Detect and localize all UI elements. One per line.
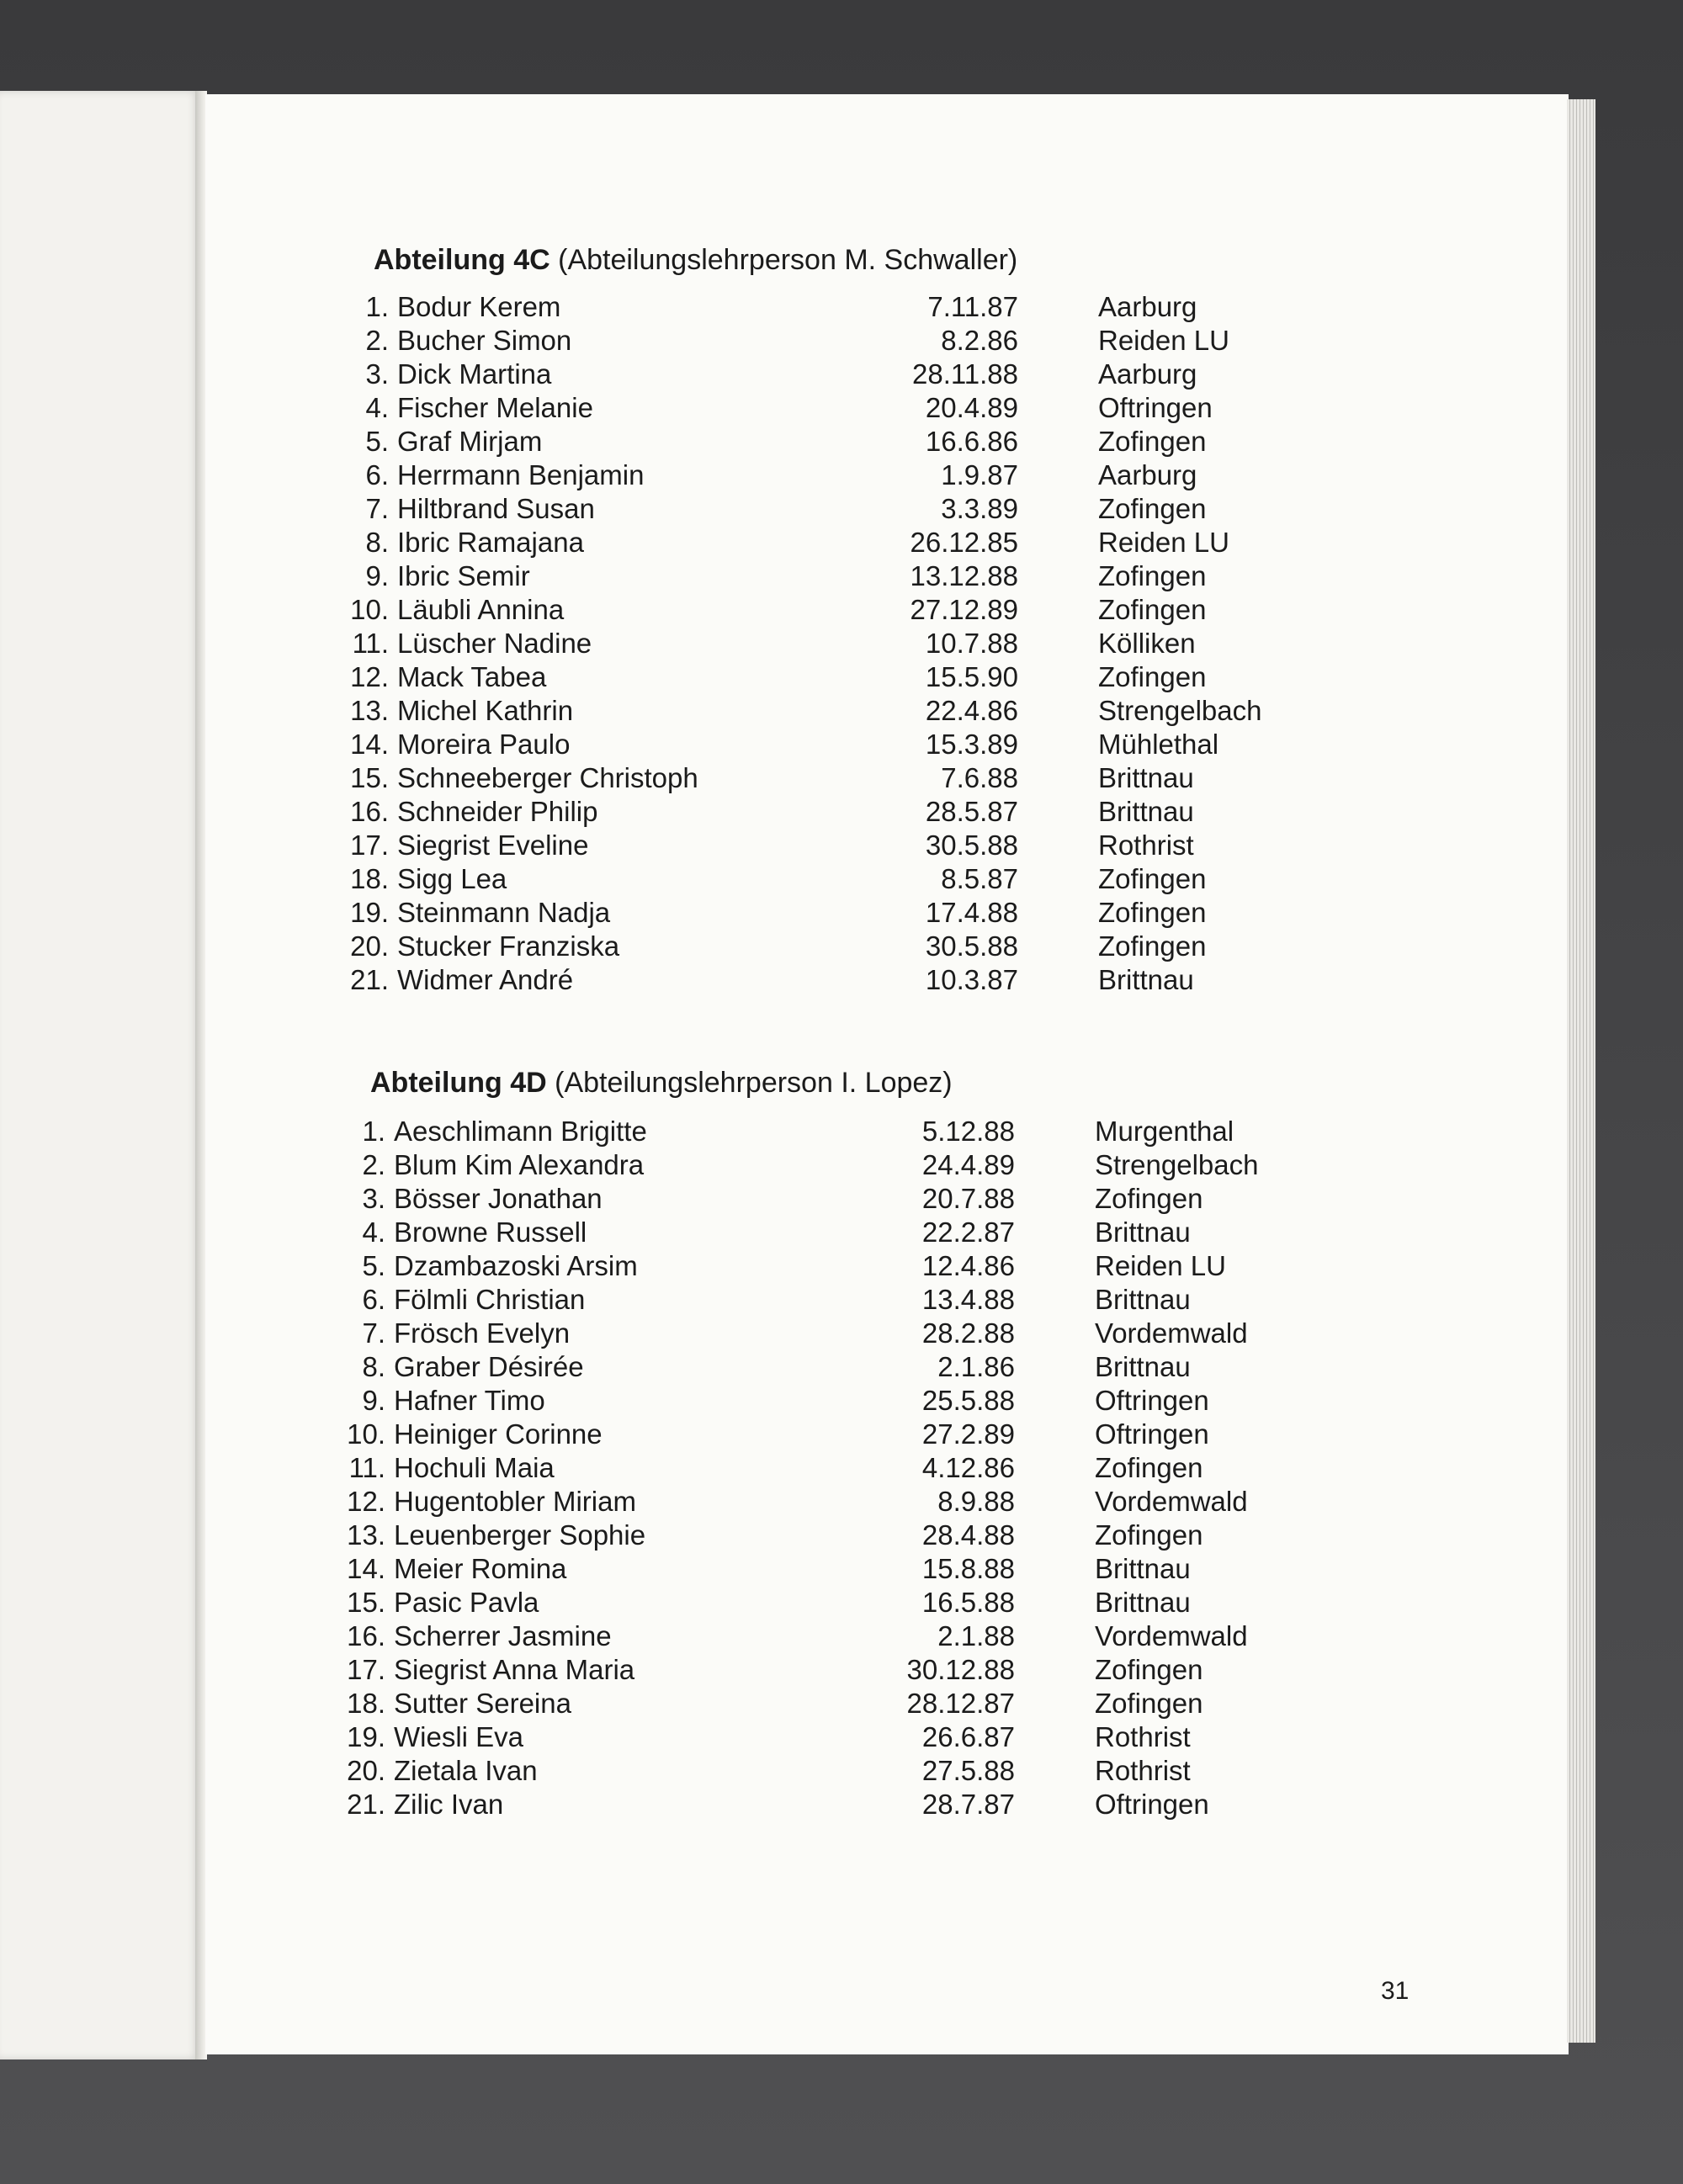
list-item [333,1452,1343,1486]
home-town: Brittnau [1095,1351,1191,1382]
student-name: Hafner Timo [394,1385,545,1416]
section-title-bold: Abteilung 4D [370,1067,547,1099]
birth-date: 13.12.88 [910,560,1018,591]
home-town: Zofingen [1095,1452,1203,1483]
section-title-4d [370,1067,953,1100]
entry-number: 2. [362,1149,385,1180]
home-town: Vordemwald [1095,1620,1248,1651]
home-town: Rothrist [1095,1755,1191,1786]
list-item [337,325,1346,358]
birth-date: 30.12.88 [906,1654,1015,1685]
student-name: Bodur Kerem [397,291,561,322]
birth-date: 13.4.88 [921,1284,1015,1315]
home-town: Kölliken [1098,628,1196,659]
entry-number: 14. [347,1553,385,1584]
list-item [333,1654,1343,1688]
entry-number: 6. [362,1284,385,1315]
student-name: Pasic Pavla [394,1587,539,1618]
list-item [337,729,1346,762]
student-name: Ibric Semir [397,560,530,591]
student-name: Lüscher Nadine [397,628,592,659]
student-name: Siegrist Eveline [397,830,589,861]
entry-number: 15. [350,762,389,793]
home-town: Brittnau [1095,1284,1191,1315]
list-item [333,1620,1343,1654]
home-town: Aarburg [1098,358,1197,390]
home-town: Zofingen [1098,426,1207,457]
birth-date: 28.11.88 [911,358,1018,390]
student-name: Hugentobler Miriam [394,1486,636,1517]
list-item [337,358,1346,392]
entry-number: 17. [350,830,389,861]
entry-number: 18. [347,1688,385,1719]
student-name: Graf Mirjam [397,426,543,457]
section-title-subtitle: (Abteilungslehrperson I. Lopez) [546,1067,953,1099]
list-item [333,1149,1343,1183]
birth-date: 30.5.88 [925,930,1018,962]
home-town: Strengelbach [1095,1149,1259,1180]
student-name: Heiniger Corinne [394,1418,603,1450]
list-item [337,560,1346,594]
list-item [337,594,1346,628]
entry-number: 19. [350,897,389,928]
list-item [333,1519,1343,1553]
entry-number: 11. [348,1452,385,1483]
entry-number: 8. [365,527,389,558]
birth-date: 22.2.87 [921,1217,1015,1248]
birth-date: 20.7.88 [921,1183,1015,1214]
page-number: 31 [1381,1977,1410,2005]
list-item [333,1250,1343,1284]
entry-number: 9. [365,560,389,591]
entry-number: 1. [362,1116,385,1147]
birth-date: 17.4.88 [925,897,1018,928]
entry-number: 7. [362,1317,385,1349]
list-item [333,1217,1343,1250]
home-town: Reiden LU [1098,527,1229,558]
list-item [333,1385,1343,1418]
student-name: Aeschlimann Brigitte [394,1116,647,1147]
entry-number: 18. [350,863,389,894]
student-name: Blum Kim Alexandra [394,1149,645,1180]
birth-date: 5.12.88 [921,1116,1015,1147]
birth-date: 7.6.88 [941,762,1018,793]
student-name: Moreira Paulo [397,729,571,760]
list-item [333,1486,1343,1519]
student-name: Schneider Philip [397,796,598,827]
home-town: Vordemwald [1095,1317,1248,1349]
home-town: Zofingen [1098,897,1207,928]
student-name: Sutter Sereina [394,1688,571,1719]
student-name: Browne Russell [394,1217,587,1248]
birth-date: 26.6.87 [921,1721,1015,1752]
birth-date: 15.5.90 [925,661,1018,692]
home-town: Brittnau [1095,1553,1191,1584]
entry-number: 10. [347,1418,385,1450]
list-item [333,1789,1343,1822]
home-town: Vordemwald [1095,1486,1248,1517]
entry-number: 1. [365,291,389,322]
list-item [333,1317,1343,1351]
birth-date: 20.4.89 [925,392,1018,423]
list-item [337,628,1346,661]
home-town: Rothrist [1095,1721,1191,1752]
home-town: Zofingen [1095,1688,1203,1719]
entry-number: 20. [347,1755,385,1786]
birth-date: 16.5.88 [921,1587,1015,1618]
birth-date: 8.9.88 [937,1486,1015,1517]
entry-number: 21. [347,1789,385,1820]
student-name: Fölmli Christian [394,1284,586,1315]
student-name: Ibric Ramajana [397,527,584,558]
student-name: Michel Kathrin [397,695,574,726]
student-name: Wiesli Eva [394,1721,524,1752]
entry-number: 8. [362,1351,385,1382]
list-item [337,796,1346,830]
student-name: Stucker Franziska [397,930,620,962]
home-town: Zofingen [1098,594,1207,625]
list-item [333,1351,1343,1385]
student-name: Hiltbrand Susan [397,493,595,524]
section-title-4c [374,244,1017,277]
entry-number: 2. [365,325,389,356]
section-title-bold: Abteilung 4C [374,244,550,276]
birth-date: 28.4.88 [921,1519,1015,1551]
student-name: Dick Martina [397,358,552,390]
list-item [337,863,1346,897]
list-item [337,930,1346,964]
list-item [337,459,1346,493]
list-item [337,762,1346,796]
list-item [337,695,1346,729]
entry-number: 19. [347,1721,385,1752]
birth-date: 22.4.86 [925,695,1018,726]
list-item [337,661,1346,695]
home-town: Rothrist [1098,830,1194,861]
home-town: Zofingen [1095,1183,1203,1214]
birth-date: 27.12.89 [910,594,1018,625]
student-name: Steinmann Nadja [397,897,611,928]
student-name: Bucher Simon [397,325,572,356]
birth-date: 28.7.87 [921,1789,1015,1820]
entry-number: 13. [347,1519,385,1551]
home-town: Brittnau [1098,796,1194,827]
birth-date: 1.9.87 [941,459,1018,490]
list-item [337,392,1346,426]
list-item [333,1553,1343,1587]
birth-date: 27.5.88 [921,1755,1015,1786]
student-name: Siegrist Anna Maria [394,1654,635,1685]
entry-number: 12. [347,1486,385,1517]
birth-date: 2.1.88 [937,1620,1015,1651]
birth-date: 10.3.87 [925,964,1018,995]
birth-date: 28.12.87 [906,1688,1015,1719]
student-name: Fischer Melanie [397,392,593,423]
list-item [333,1183,1343,1217]
birth-date: 25.5.88 [921,1385,1015,1416]
student-name: Mack Tabea [397,661,547,692]
list-item [333,1755,1343,1789]
birth-date: 27.2.89 [921,1418,1015,1450]
entry-number: 5. [362,1250,385,1281]
home-town: Reiden LU [1098,325,1229,356]
entry-number: 6. [365,459,389,490]
student-name: Zilic Ivan [394,1789,504,1820]
birth-date: 7.11.87 [927,291,1018,322]
student-name: Zietala Ivan [394,1755,538,1786]
birth-date: 10.7.88 [925,628,1018,659]
student-name: Meier Romina [394,1553,567,1584]
entry-number: 16. [350,796,389,827]
home-town: Zofingen [1098,863,1207,894]
list-item [337,426,1346,459]
home-town: Brittnau [1095,1217,1191,1248]
entry-number: 15. [347,1587,385,1618]
student-name: Dzambazoski Arsim [394,1250,638,1281]
home-town: Zofingen [1095,1654,1203,1685]
home-town: Zofingen [1098,661,1207,692]
list-item [337,527,1346,560]
home-town: Brittnau [1095,1587,1191,1618]
student-name: Sigg Lea [397,863,507,894]
list-item [333,1587,1343,1620]
student-name: Scherrer Jasmine [394,1620,612,1651]
birth-date: 4.12.86 [921,1452,1015,1483]
home-town: Brittnau [1098,762,1194,793]
birth-date: 15.8.88 [921,1553,1015,1584]
home-town: Mühlethal [1098,729,1219,760]
birth-date: 26.12.85 [910,527,1018,558]
entry-number: 5. [365,426,389,457]
entry-number: 3. [365,358,389,390]
birth-date: 8.2.86 [941,325,1018,356]
home-town: Zofingen [1098,493,1207,524]
home-town: Murgenthal [1095,1116,1234,1147]
list-item [333,1418,1343,1452]
birth-date: 24.4.89 [921,1149,1015,1180]
entry-number: 4. [362,1217,385,1248]
home-town: Zofingen [1098,930,1207,962]
entry-number: 12. [350,661,389,692]
student-name: Schneeberger Christoph [397,762,698,793]
entry-number: 4. [365,392,389,423]
home-town: Oftringen [1095,1789,1209,1820]
section-title-subtitle: (Abteilungslehrperson M. Schwaller) [549,244,1018,276]
home-town: Strengelbach [1098,695,1262,726]
birth-date: 28.5.87 [925,796,1018,827]
list-item [337,830,1346,863]
list-item [337,493,1346,527]
student-name: Herrmann Benjamin [397,459,645,490]
entry-number: 13. [350,695,389,726]
birth-date: 8.5.87 [941,863,1018,894]
entry-number: 21. [350,964,389,995]
home-town: Oftringen [1095,1418,1209,1450]
home-town: Aarburg [1098,291,1197,322]
student-name: Läubli Annina [397,594,565,625]
home-town: Oftringen [1095,1385,1209,1416]
birth-date: 2.1.86 [937,1351,1015,1382]
list-item [333,1284,1343,1317]
student-name: Graber Désirée [394,1351,584,1382]
birth-date: 30.5.88 [925,830,1018,861]
birth-date: 15.3.89 [925,729,1018,760]
entry-number: 7. [365,493,389,524]
home-town: Aarburg [1098,459,1197,490]
home-town: Oftringen [1098,392,1213,423]
student-name: Widmer André [397,964,574,995]
entry-number: 10. [350,594,389,625]
student-name: Leuenberger Sophie [394,1519,646,1551]
list-item [337,897,1346,930]
student-name: Bösser Jonathan [394,1183,603,1214]
student-name: Hochuli Maia [394,1452,555,1483]
list-item [337,291,1346,325]
home-town: Zofingen [1095,1519,1203,1551]
birth-date: 16.6.86 [925,426,1018,457]
birth-date: 3.3.89 [941,493,1018,524]
home-town: Brittnau [1098,964,1194,995]
entry-number: 9. [362,1385,385,1416]
entry-number: 14. [350,729,389,760]
student-name: Frösch Evelyn [394,1317,571,1349]
entry-number: 20. [350,930,389,962]
list-item [337,964,1346,998]
entry-number: 11. [352,628,389,659]
entry-number: 17. [347,1654,385,1685]
birth-date: 28.2.88 [921,1317,1015,1349]
list-item [333,1116,1343,1149]
entry-number: 3. [362,1183,385,1214]
list-item [333,1688,1343,1721]
birth-date: 12.4.86 [921,1250,1015,1281]
home-town: Zofingen [1098,560,1207,591]
entry-number: 16. [347,1620,385,1651]
list-item [333,1721,1343,1755]
home-town: Reiden LU [1095,1250,1226,1281]
